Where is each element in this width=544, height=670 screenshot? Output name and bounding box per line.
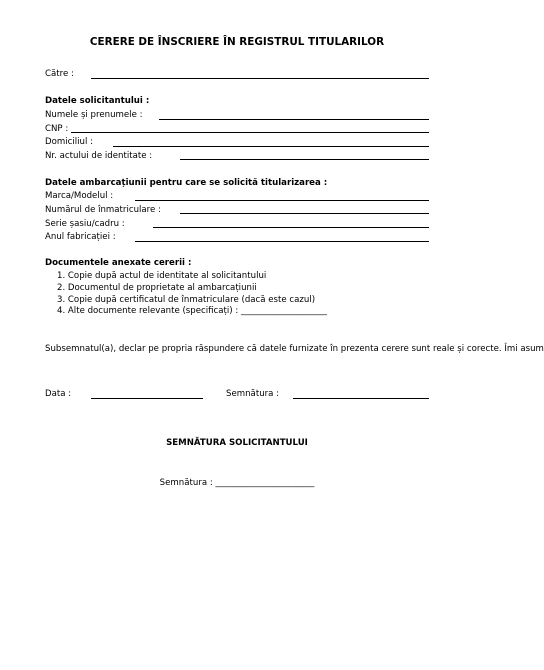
address-label: Domiciliul : xyxy=(45,137,93,147)
cnp-label: CNP : xyxy=(45,124,69,134)
name-field-line[interactable] xyxy=(159,119,429,120)
date-label: Data : xyxy=(45,389,72,399)
signature-field-line[interactable] xyxy=(293,398,429,399)
date-field-line[interactable] xyxy=(91,398,203,399)
documents-section-heading: Documentele anexate cererii : xyxy=(45,258,192,268)
applicant-signature-line[interactable]: Semnătura : _______________________ xyxy=(159,478,315,488)
applicant-section-heading: Datele solicitantului : xyxy=(45,96,150,106)
declaration-text: Subsemnatul(a), declar pe propria răspundere că datele furnizate în prezenta cerere sunt reale și corecte. Îmi asum xyxy=(45,344,544,354)
registration-number-field-line[interactable] xyxy=(180,213,429,214)
catre-field-line[interactable] xyxy=(91,78,429,79)
address-field-line[interactable] xyxy=(113,146,429,147)
document-title: CERERE DE ÎNSCRIERE ÎN REGISTRUL TITULARILOR xyxy=(89,36,385,48)
document-item-4: 4. Alte documente relevante (specificați) : ____________________ xyxy=(57,306,327,316)
id-number-field-line[interactable] xyxy=(180,159,429,160)
catre-label: Către : xyxy=(45,69,74,79)
vessel-section-heading: Datele ambarcațiunii pentru care se solicită titularizarea : xyxy=(45,178,328,188)
make-model-field-line[interactable] xyxy=(135,200,429,201)
chassis-series-label: Serie șasiu/cadru : xyxy=(45,219,125,229)
manufacture-year-label: Anul fabricației : xyxy=(45,232,116,242)
document-item-3: 3. Copie după certificatul de înmatriculare (dacă este cazul) xyxy=(57,295,316,305)
document-item-1: 1. Copie după actul de identitate al solicitantului xyxy=(57,271,267,281)
chassis-series-field-line[interactable] xyxy=(153,227,429,228)
applicant-signature-heading: SEMNĂTURA SOLICITANTULUI xyxy=(166,438,308,448)
name-label: Numele și prenumele : xyxy=(45,110,143,120)
cnp-field-line[interactable] xyxy=(71,132,429,133)
manufacture-year-field-line[interactable] xyxy=(135,241,429,242)
registration-number-label: Numărul de înmatriculare : xyxy=(45,205,161,215)
id-number-label: Nr. actului de identitate : xyxy=(45,151,153,161)
signature-label: Semnătura : xyxy=(226,389,280,399)
make-model-label: Marca/Modelul : xyxy=(45,191,114,201)
document-item-2: 2. Documentul de proprietate al ambarcațiunii xyxy=(57,283,257,293)
